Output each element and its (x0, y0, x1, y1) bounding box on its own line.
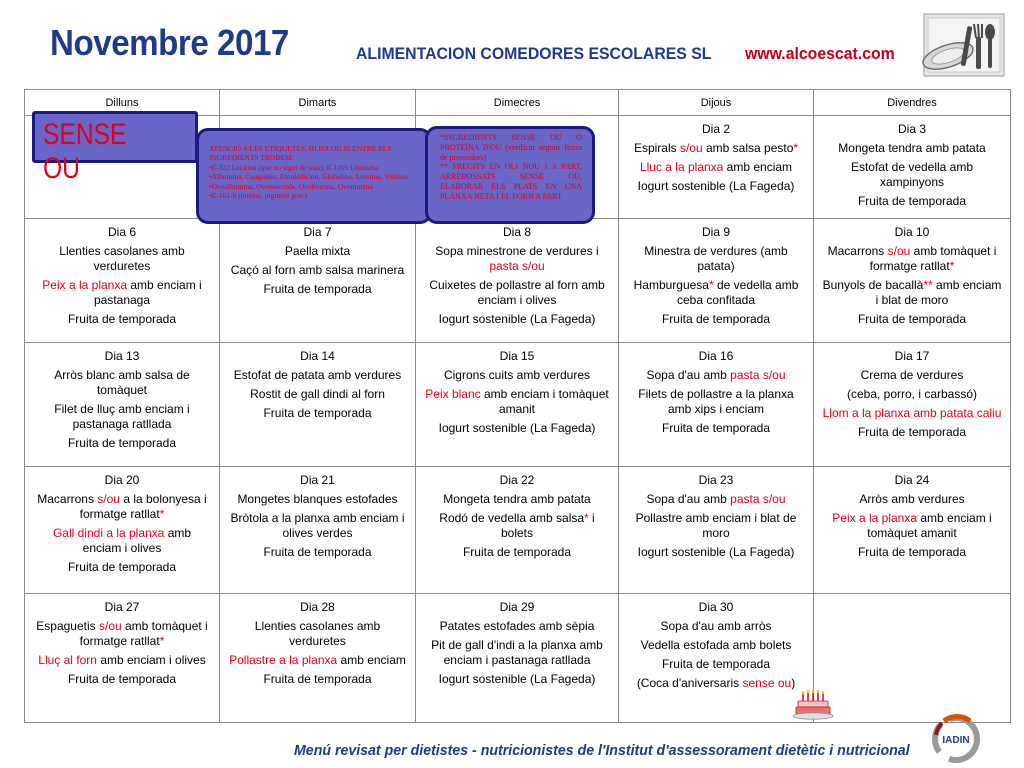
menu-line (33, 560, 211, 575)
highlight-text: * (793, 141, 799, 155)
iadin-logo-icon (930, 713, 982, 763)
menu-text: a la bolonyesa i formatge ratllat (79, 492, 207, 521)
menu-text: Fruita de temporada (263, 406, 372, 420)
menu-text: amb enciam i olives (96, 653, 206, 667)
menu-line (228, 263, 407, 278)
ingredients-note (425, 126, 595, 224)
birthday-cake-icon (792, 690, 836, 720)
menu-line (627, 312, 805, 327)
menu-text: Llenties casolanes amb verduretes (254, 619, 381, 648)
day-number (822, 473, 1002, 488)
menu-text: Arròs blanc amb salsa de tomàquet (54, 368, 190, 397)
menu-text: amb enciam i tomàquet amanit (867, 511, 992, 540)
menu-line (33, 278, 211, 308)
menu-line (228, 492, 407, 507)
highlight-text: Llom a la planxa amb patata caliu (822, 406, 1002, 420)
day-number (228, 600, 407, 615)
menu-line (424, 244, 610, 274)
allergen-item: •Albumina, Coagulant, Emulsificant, Globulina, Livetina, Vitelina (209, 172, 409, 182)
menu-line (822, 368, 1002, 383)
header-wednesday: Dimecres (416, 90, 619, 116)
menu-text: Espaguetis (36, 619, 99, 633)
allergen-item: •E-322 Lecitina (que no sigui de soja), E-1105 Lisozima (209, 162, 379, 172)
menu-text: Iogurt sostenible (La Fageda) (438, 312, 596, 326)
day-cell (619, 343, 814, 467)
day-number (424, 225, 610, 240)
menu-line (228, 511, 407, 541)
menu-text: Estofat de patata amb verdures (233, 368, 402, 382)
day-cell (25, 343, 220, 467)
menu-line (33, 492, 211, 522)
menu-line (33, 244, 211, 274)
menu-line (33, 672, 211, 687)
day-cell (619, 116, 814, 219)
highlight-text: s/ou (679, 141, 703, 155)
menu-text: Dia 13 (104, 349, 140, 363)
menu-text: Arròs amb verdures (859, 492, 965, 506)
highlight-text: Peix a la planxa (832, 511, 918, 525)
menu-text: Fruita de temporada (857, 425, 967, 439)
menu-text: amb enciam i tomàquet amanit (480, 387, 609, 416)
menu-text: Fruita de temporada (263, 545, 372, 559)
menu-text: Sopa minestrone de verdures i (435, 244, 599, 258)
cutlery-logo-icon (918, 12, 1006, 78)
menu-text: Dia 17 (894, 349, 930, 363)
menu-text: Pit de gall d'indi a la planxa amb enciam i pastanaga ratllada (431, 638, 603, 667)
day-cell (220, 594, 416, 723)
day-cell (25, 467, 220, 594)
menu-text: Dia 7 (303, 225, 332, 239)
menu-text: Bròtola a la planxa amb enciam i olives verdes (230, 511, 405, 540)
menu-text: Mongetes blanques estofades (237, 492, 398, 506)
highlight-text: * (708, 278, 714, 292)
menu-text: de vedella amb ceba confitada (676, 278, 799, 307)
menu-text: Fruita de temporada (263, 282, 372, 296)
menu-line (33, 653, 211, 668)
menu-text: Macarrons (827, 244, 888, 258)
menu-text: Dia 15 (499, 349, 535, 363)
menu-text: Crema de verdures (860, 368, 964, 382)
menu-text: Iogurt sostenible (La Fageda) (438, 421, 596, 435)
menu-line (822, 492, 1002, 507)
menu-line (627, 421, 805, 436)
website-link[interactable]: www.alcoescat.com (745, 44, 895, 63)
menu-line (424, 492, 610, 507)
day-number (33, 225, 211, 240)
menu-text: Mongeta tendra amb patata (838, 141, 986, 155)
menu-text: Caçó al forn amb salsa marinera (230, 263, 405, 277)
menu-line (33, 619, 211, 649)
menu-text: Dia 27 (104, 600, 140, 614)
day-number (33, 349, 211, 364)
menu-text: Dia 28 (300, 600, 335, 614)
menu-text: Dia 2 (701, 122, 730, 136)
menu-text: Dia 16 (698, 349, 734, 363)
footer-note: Menú revisat per dietistes - nutricionistes de l'Institut d'assessorament dietètic i nutricional (294, 742, 910, 759)
menu-line (424, 387, 610, 417)
menu-line (822, 425, 1002, 440)
menu-text: Iogurt sostenible (La Fageda) (637, 545, 795, 559)
day-cell (619, 467, 814, 594)
day-number (822, 122, 1002, 137)
day-cell (619, 594, 814, 723)
highlight-text: pasta s/ou (730, 368, 786, 382)
menu-text: Dia 23 (698, 473, 734, 487)
menu-text: Fruita de temporada (661, 312, 771, 326)
menu-line (822, 244, 1002, 274)
menu-text: Fruita de temporada (263, 672, 372, 686)
day-number (627, 122, 805, 137)
menu-text: Bunyols de bacallà (822, 278, 924, 292)
iadin-logo-text: IADIN (942, 735, 970, 746)
menu-text: Pollastre amb enciam i blat de moro (635, 511, 797, 540)
menu-text: (ceba, porro, i carbassó) (846, 387, 978, 401)
menu-line (627, 368, 805, 383)
menu-line (424, 619, 610, 634)
day-cell (814, 467, 1011, 594)
menu-text: Iogurt sostenible (La Fageda) (438, 672, 596, 686)
day-cell (814, 219, 1011, 343)
week-row (25, 343, 1011, 467)
menu-line (424, 368, 610, 383)
menu-text: Dia 30 (698, 600, 734, 614)
menu-text: (Coca d'aniversaris (636, 676, 743, 690)
menu-line (424, 511, 610, 541)
menu-line (228, 406, 407, 421)
menu-line (228, 619, 407, 649)
menu-line (627, 387, 805, 417)
menu-line (228, 653, 407, 668)
menu-text: Dia 29 (499, 600, 535, 614)
highlight-text: * (949, 259, 955, 273)
menu-line (228, 387, 407, 402)
day-number (33, 600, 211, 615)
menu-line (33, 312, 211, 327)
menu-line (33, 526, 211, 556)
menu-line (424, 545, 610, 560)
menu-text: amb enciam i blat de moro (875, 278, 1002, 307)
menu-line (627, 511, 805, 541)
sense-ou-label: SENSE OU (43, 118, 127, 185)
allergen-warning-title: ATENCIÓ A LES ETIQUETES, HI HA OU SI ENTRE ELS INGREDIENTS TROBEM: (209, 144, 392, 163)
menu-line (822, 312, 1002, 327)
menu-line (33, 436, 211, 451)
highlight-text: * (584, 511, 589, 525)
menu-text: Fruita de temporada (857, 312, 967, 326)
menu-line (424, 278, 610, 308)
highlight-text: Lluç al forn (38, 653, 97, 667)
menu-line (822, 194, 1002, 209)
menu-text: ) (791, 676, 796, 690)
menu-text: Cuixetes de pollastre al forn amb enciam i olives (429, 278, 605, 307)
menu-text: Fruita de temporada (661, 421, 771, 435)
menu-line (424, 421, 610, 436)
menu-text: Vedella estofada amb bolets (640, 638, 792, 652)
day-number (424, 473, 610, 488)
menu-line (822, 545, 1002, 560)
highlight-text: s/ou (98, 619, 122, 633)
day-cell (814, 343, 1011, 467)
day-cell (25, 219, 220, 343)
menu-text: Fruita de temporada (67, 312, 177, 326)
highlight-text: sense ou (742, 676, 792, 690)
menu-line (424, 672, 610, 687)
menu-line (228, 545, 407, 560)
highlight-text: pasta s/ou (489, 259, 545, 273)
day-cell (416, 343, 619, 467)
menu-text: Dia 3 (897, 122, 926, 136)
menu-text: Cigrons cuits amb verdures (443, 368, 591, 382)
menu-text: amb enciam (723, 160, 793, 174)
menu-text: Llenties casolanes amb verduretes (59, 244, 185, 273)
menu-text: Dia 9 (701, 225, 730, 239)
menu-text: Dia 6 (107, 225, 136, 239)
page-title: Novembre 2017 (50, 22, 289, 63)
menu-text: Filet de lluç amb enciam i pastanaga ratllada (54, 402, 190, 431)
highlight-text: Peix a la planxa (42, 278, 128, 292)
menu-text: Sopa d'au amb arròs (660, 619, 772, 633)
day-cell (814, 116, 1011, 219)
day-cell (220, 343, 416, 467)
menu-line (822, 511, 1002, 541)
menu-line (424, 638, 610, 668)
menu-text: Dia 10 (894, 225, 930, 239)
menu-text: Mongeta tendra amb patata (443, 492, 591, 506)
menu-text: Dia 24 (894, 473, 930, 487)
day-cell (619, 219, 814, 343)
highlight-text: Peix blanc (425, 387, 481, 401)
day-number (822, 225, 1002, 240)
day-number (627, 349, 805, 364)
menu-text: Dia 14 (300, 349, 335, 363)
menu-line (627, 179, 805, 194)
menu-text: Macarrons (37, 492, 98, 506)
highlight-text: s/ou (97, 492, 120, 506)
menu-line (627, 676, 805, 691)
menu-text: amb tomàquet i formatge ratllat (869, 244, 997, 273)
day-number (424, 349, 610, 364)
day-number (627, 600, 805, 615)
menu-text: Fruita de temporada (67, 436, 177, 450)
day-cell (220, 219, 416, 343)
day-number (228, 349, 407, 364)
menu-text: amb tomàquet i formatge ratllat (79, 619, 208, 648)
menu-line (627, 545, 805, 560)
menu-text: Patates estofades amb sèpia (439, 619, 595, 633)
menu-line (627, 160, 805, 175)
highlight-text: * (159, 634, 165, 648)
menu-text: Minestra de verdures (amb patata) (644, 244, 788, 273)
menu-text: Fruita de temporada (67, 560, 177, 574)
menu-text: Fruita de temporada (857, 545, 967, 559)
header-tuesday: Dimarts (220, 90, 416, 116)
menu-line (822, 387, 1002, 402)
menu-text: Dia 21 (300, 473, 335, 487)
day-number (424, 600, 610, 615)
menu-text: Dia 8 (502, 225, 531, 239)
menu-line (822, 141, 1002, 156)
menu-text: Dia 20 (104, 473, 140, 487)
menu-line (228, 672, 407, 687)
menu-text: amb enciam i olives (82, 526, 192, 555)
highlight-text: ** (923, 278, 933, 292)
header-monday: Dilluns (25, 90, 220, 116)
menu-line (228, 282, 407, 297)
menu-text: Fruita de temporada (661, 657, 771, 671)
day-cell (25, 594, 220, 723)
menu-text: Dia 22 (499, 473, 535, 487)
highlight-text: * (159, 507, 165, 521)
ingredients-note-line: ** FREGITS EN OLI NOU I A PART, ARREBOSSATS SENSE OU, ELABORAR ELS PLATS EN UNA PLANXA NETA I EL FORN A PART (440, 162, 582, 201)
header-friday: Divendres (814, 90, 1011, 116)
highlight-text: Lluc a la planxa (639, 160, 724, 174)
menu-text: Filets de pollastre a la planxa amb xips i enciam (638, 387, 794, 416)
menu-line (822, 160, 1002, 190)
menu-text: Hamburguesa (633, 278, 709, 292)
menu-line (627, 619, 805, 634)
day-cell (814, 594, 1011, 723)
menu-text: amb enciam i pastanaga (93, 278, 202, 307)
highlight-text: Gall dindi a la planxa (52, 526, 165, 540)
menu-line (228, 244, 407, 259)
menu-line (424, 312, 610, 327)
menu-text: amb salsa pesto (702, 141, 794, 155)
day-number (33, 473, 211, 488)
menu-text: Fruita de temporada (462, 545, 572, 559)
menu-line (627, 244, 805, 274)
day-cell (416, 467, 619, 594)
menu-line (33, 368, 211, 398)
day-number (627, 473, 805, 488)
menu-line (822, 278, 1002, 308)
ingredients-note-line: *INGREDIENTS SENSE OU O PROTEÏNA D'OU (verificar segons fitxes de proveïdors) (440, 133, 582, 162)
menu-line (627, 657, 805, 672)
allergen-item: •E-161-b (luteïna, pigment groc) (209, 191, 308, 201)
menu-line (228, 368, 407, 383)
day-number (627, 225, 805, 240)
menu-text: amb enciam (337, 653, 406, 667)
company-name: ALIMENTACION COMEDORES ESCOLARES SL (356, 44, 712, 63)
header-thursday: Dijous (619, 90, 814, 116)
menu-line (627, 638, 805, 653)
day-number (228, 225, 407, 240)
menu-text: Fruita de temporada (67, 672, 177, 686)
day-cell (416, 219, 619, 343)
menu-text: Rodó de vedella amb salsa (439, 511, 585, 525)
day-cell (416, 594, 619, 723)
highlight-text: Pollastre a la planxa (229, 653, 338, 667)
sense-ou-banner (32, 111, 198, 185)
menu-text: Fruita de temporada (857, 194, 967, 208)
week-row (25, 467, 1011, 594)
menu-line (822, 406, 1002, 421)
menu-text: i bolets (500, 511, 595, 540)
highlight-text: s/ou (887, 244, 911, 258)
week-row (25, 594, 1011, 723)
menu-line (627, 492, 805, 507)
menu-text: Paella mixta (284, 244, 351, 258)
menu-line (627, 141, 805, 156)
menu-text: Estofat de vedella amb xampinyons (850, 160, 974, 189)
day-number (228, 473, 407, 488)
menu-text: Sopa d'au amb (646, 492, 731, 506)
menu-line (33, 402, 211, 432)
highlight-text: pasta s/ou (730, 492, 786, 506)
menu-text: Sopa d'au amb (646, 368, 731, 382)
week-row (25, 219, 1011, 343)
allergen-item: •Ovoalbumina, Ovomucoide, Ovolivetina, Ovomucina (209, 181, 373, 191)
allergen-warning-note (196, 128, 432, 224)
menu-text: Iogurt sostenible (La Fageda) (637, 179, 795, 193)
menu-line (627, 278, 805, 308)
menu-text: Espirals (633, 141, 680, 155)
day-number (822, 349, 1002, 364)
menu-text: Rostit de gall dindi al forn (250, 387, 385, 401)
day-cell (220, 467, 416, 594)
